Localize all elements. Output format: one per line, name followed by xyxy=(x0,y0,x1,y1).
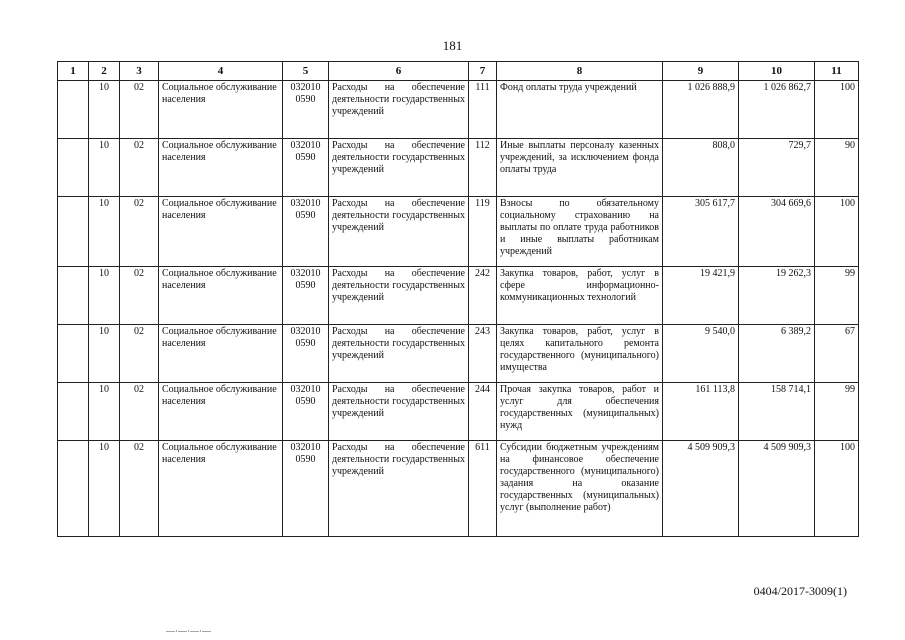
document-code: 0404/2017-3009(1) xyxy=(753,584,847,598)
header-col-8: 8 xyxy=(497,62,663,81)
cell-target-name: Расходы на обеспечение деятельности государственных учреждений xyxy=(329,267,469,325)
table-row xyxy=(58,325,859,383)
cell-approved: 9 540,0 xyxy=(663,325,739,383)
cell-target-code: 032010 0590 xyxy=(283,81,329,139)
cell-percent: 90 xyxy=(815,139,859,197)
cell-percent: 100 xyxy=(815,81,859,139)
cell-subsection: 02 xyxy=(120,197,159,267)
cell-subsection: 02 xyxy=(120,267,159,325)
table-row xyxy=(58,441,859,537)
cell-executed: 19 262,3 xyxy=(739,267,815,325)
table-row xyxy=(58,81,859,139)
table-row xyxy=(58,267,859,325)
cell-subsection: 02 xyxy=(120,383,159,441)
cell-col-1 xyxy=(58,197,89,267)
cell-col-1 xyxy=(58,139,89,197)
cell-percent: 100 xyxy=(815,441,859,537)
cell-subsection: 02 xyxy=(120,441,159,537)
cell-target-name: Расходы на обеспечение деятельности государственных учреждений xyxy=(329,197,469,267)
table-row xyxy=(58,197,859,267)
cell-target-code: 032010 0590 xyxy=(283,197,329,267)
header-row xyxy=(58,62,859,81)
table-row xyxy=(58,383,859,441)
header-col-6: 6 xyxy=(329,62,469,81)
cell-approved: 4 509 909,3 xyxy=(663,441,739,537)
cell-target-code: 032010 0590 xyxy=(283,441,329,537)
cell-percent: 100 xyxy=(815,197,859,267)
cell-target-name: Расходы на обеспечение деятельности государственных учреждений xyxy=(329,81,469,139)
header-col-7: 7 xyxy=(469,62,497,81)
cell-subsection: 02 xyxy=(120,139,159,197)
header-col-4: 4 xyxy=(159,62,283,81)
cell-executed: 6 389,2 xyxy=(739,325,815,383)
cell-section: 10 xyxy=(89,325,120,383)
budget-table xyxy=(57,61,859,537)
cell-subsection-name: Социальное обслуживание населения xyxy=(159,325,283,383)
cell-subsection-name: Социальное обслуживание населения xyxy=(159,81,283,139)
cell-executed: 1 026 862,7 xyxy=(739,81,815,139)
cell-expense-code: 112 xyxy=(469,139,497,197)
cell-executed: 729,7 xyxy=(739,139,815,197)
cell-expense-code: 242 xyxy=(469,267,497,325)
cell-section: 10 xyxy=(89,81,120,139)
header-col-11: 11 xyxy=(815,62,859,81)
cell-col-1 xyxy=(58,81,89,139)
header-col-5: 5 xyxy=(283,62,329,81)
cell-subsection: 02 xyxy=(120,81,159,139)
cell-target-name: Расходы на обеспечение деятельности государственных учреждений xyxy=(329,139,469,197)
cell-target-code: 032010 0590 xyxy=(283,383,329,441)
cell-expense-name: Закупка товаров, работ, услуг в сфере информационно-коммуникационных технологий xyxy=(497,267,663,325)
header-col-9: 9 xyxy=(663,62,739,81)
cell-section: 10 xyxy=(89,267,120,325)
footer-mark: —·—·—·— xyxy=(166,626,211,636)
cell-col-1 xyxy=(58,325,89,383)
cell-percent: 99 xyxy=(815,383,859,441)
cell-executed: 158 714,1 xyxy=(739,383,815,441)
header-col-2: 2 xyxy=(89,62,120,81)
cell-percent: 99 xyxy=(815,267,859,325)
cell-percent: 67 xyxy=(815,325,859,383)
cell-section: 10 xyxy=(89,139,120,197)
cell-approved: 19 421,9 xyxy=(663,267,739,325)
cell-executed: 4 509 909,3 xyxy=(739,441,815,537)
cell-approved: 305 617,7 xyxy=(663,197,739,267)
cell-target-code: 032010 0590 xyxy=(283,139,329,197)
cell-target-name: Расходы на обеспечение деятельности государственных учреждений xyxy=(329,441,469,537)
cell-target-name: Расходы на обеспечение деятельности государственных учреждений xyxy=(329,325,469,383)
page-number: 181 xyxy=(442,38,463,53)
header-col-1: 1 xyxy=(58,62,89,81)
cell-expense-code: 119 xyxy=(469,197,497,267)
cell-subsection-name: Социальное обслуживание населения xyxy=(159,197,283,267)
cell-expense-name: Иные выплаты персоналу казенных учреждений, за исключением фонда оплаты труда xyxy=(497,139,663,197)
cell-col-1 xyxy=(58,267,89,325)
cell-expense-code: 611 xyxy=(469,441,497,537)
cell-subsection-name: Социальное обслуживание населения xyxy=(159,441,283,537)
cell-col-1 xyxy=(58,383,89,441)
cell-expense-name: Субсидии бюджетным учреждениям на финансовое обеспечение государственного (муниципального) задания на оказание государственных (муниципальных) услуг (выполнение работ) xyxy=(497,441,663,537)
cell-approved: 161 113,8 xyxy=(663,383,739,441)
cell-expense-name: Фонд оплаты труда учреждений xyxy=(497,81,663,139)
cell-section: 10 xyxy=(89,197,120,267)
cell-subsection-name: Социальное обслуживание населения xyxy=(159,383,283,441)
cell-expense-code: 111 xyxy=(469,81,497,139)
cell-subsection: 02 xyxy=(120,325,159,383)
table-row xyxy=(58,139,859,197)
cell-subsection-name: Социальное обслуживание населения xyxy=(159,267,283,325)
cell-approved: 808,0 xyxy=(663,139,739,197)
cell-executed: 304 669,6 xyxy=(739,197,815,267)
cell-target-code: 032010 0590 xyxy=(283,325,329,383)
cell-expense-name: Прочая закупка товаров, работ и услуг для обеспечения государственных (муниципальных) нужд xyxy=(497,383,663,441)
cell-expense-name: Закупка товаров, работ, услуг в целях капитального ремонта государственного (муниципального) имущества xyxy=(497,325,663,383)
cell-target-code: 032010 0590 xyxy=(283,267,329,325)
header-col-3: 3 xyxy=(120,62,159,81)
header-col-10: 10 xyxy=(739,62,815,81)
cell-expense-name: Взносы по обязательному социальному страхованию на выплаты по оплате труда работников и иные выплаты работникам учреждений xyxy=(497,197,663,267)
cell-expense-code: 243 xyxy=(469,325,497,383)
cell-col-1 xyxy=(58,441,89,537)
cell-approved: 1 026 888,9 xyxy=(663,81,739,139)
cell-subsection-name: Социальное обслуживание населения xyxy=(159,139,283,197)
cell-target-name: Расходы на обеспечение деятельности государственных учреждений xyxy=(329,383,469,441)
cell-section: 10 xyxy=(89,383,120,441)
cell-expense-code: 244 xyxy=(469,383,497,441)
cell-section: 10 xyxy=(89,441,120,537)
